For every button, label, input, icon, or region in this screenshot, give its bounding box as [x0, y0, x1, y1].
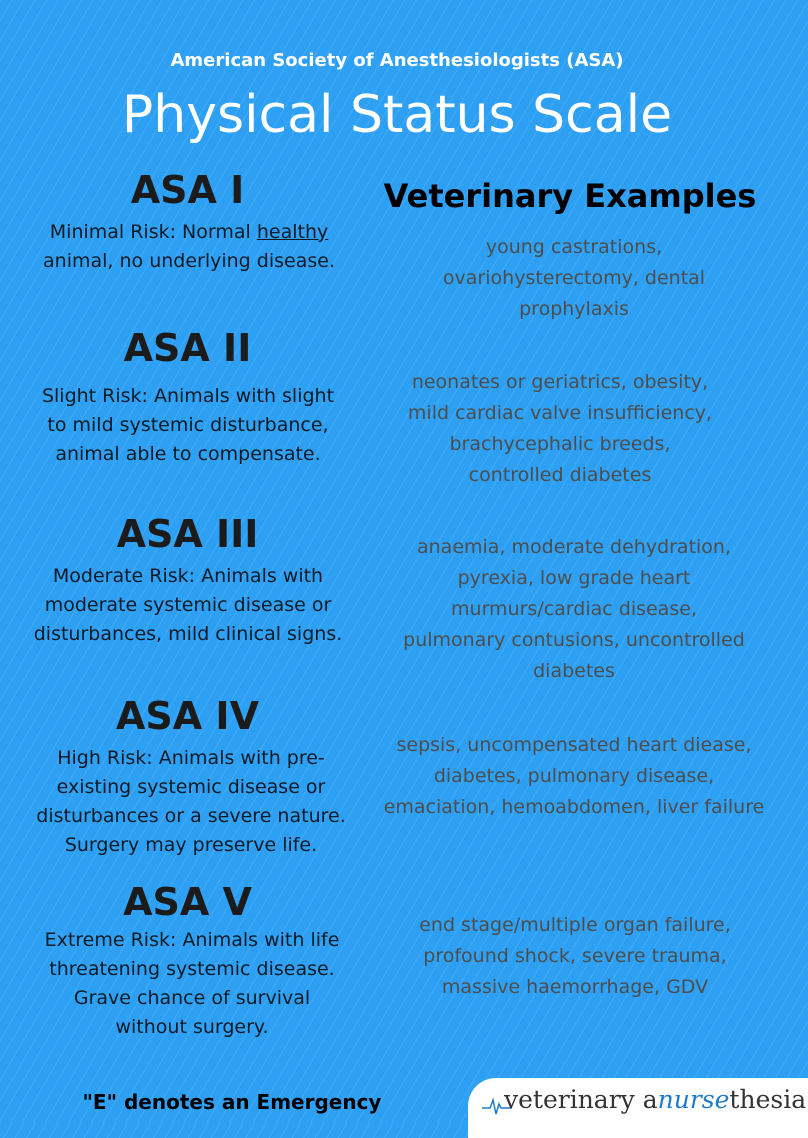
logo-text: veterinary a [504, 1085, 658, 1114]
desc-underlined: healthy [256, 221, 329, 243]
grade-label: ASA V [123, 880, 252, 924]
desc-text: animal, no underlying disease. [43, 250, 335, 272]
grade-examples: sepsis, uncompensated heart diease, diabetes, pulmonary disease, emaciation, hemoabdomen, liver failure [383, 734, 765, 818]
grade-examples: anaemia, moderate dehydration, pyrexia, low grade heart murmurs/cardiac disease, pulmonary contusions, uncontrolled diabetes [403, 536, 745, 682]
logo-text: thesia [729, 1085, 807, 1114]
grade-description: Slight Risk: Animals with slight to mild systemic disturbance, animal able to compensate. [41, 385, 335, 465]
grade-description: Moderate Risk: Animals with moderate systemic disease or disturbances, mild clinical signs. [33, 565, 343, 645]
grade-label: ASA IV [116, 694, 259, 738]
grade-description: Extreme Risk: Animals with life threatening systemic disease. Grave chance of survival without surgery. [44, 929, 340, 1038]
grade-description: High Risk: Animals with pre-existing systemic disease or disturbances or a severe nature. Surgery may preserve life. [36, 747, 346, 856]
subtitle: American Society of Anesthesiologists (ASA) [170, 50, 624, 71]
grade-label: ASA I [130, 168, 245, 212]
desc-text: Minimal Risk: Normal [49, 221, 257, 243]
grade-label: ASA III [116, 512, 259, 556]
grade-label: ASA II [123, 326, 252, 370]
grade-examples: end stage/multiple organ failure, profound shock, severe trauma, massive haemorrhage, GDV [419, 914, 731, 998]
logo-text-highlight: nurse [657, 1085, 730, 1114]
grade-description [30, 218, 348, 276]
grade-examples: young castrations, ovariohysterectomy, dental prophylaxis [442, 236, 706, 320]
grade-examples: neonates or geriatrics, obesity, mild cardiac valve insufficiency, brachycephalic breeds, controlled diabetes [407, 371, 713, 486]
examples-heading: Veterinary Examples [383, 177, 757, 215]
brand-logo [482, 1082, 807, 1118]
emergency-note: "E" denotes an Emergency [82, 1090, 382, 1114]
page-title: Physical Status Scale [121, 85, 673, 145]
